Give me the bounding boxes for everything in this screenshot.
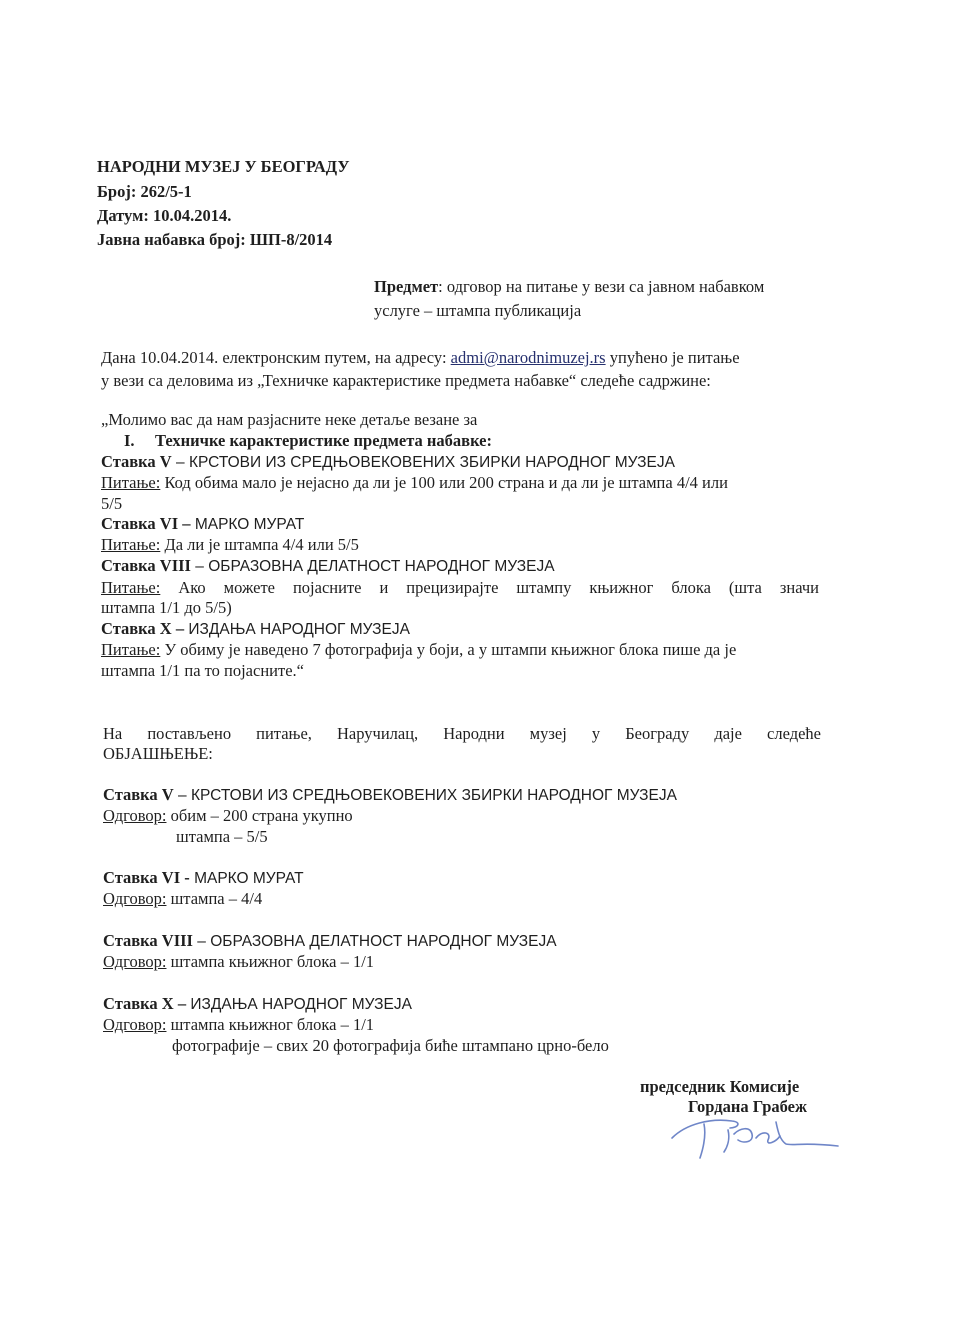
procurement-number: Јавна набавка број: ШП-8/2014	[97, 230, 333, 249]
answer-prefix: Одговор:	[103, 806, 167, 825]
subject-line-2: услуге – штампа публикација	[374, 301, 582, 320]
question-item-2-question	[101, 535, 359, 556]
item-title: МАРКО МУРАТ	[190, 516, 305, 533]
answer-4-heading	[103, 994, 412, 1015]
question-label: Питање:	[101, 640, 161, 659]
answer-label: Ставка VIII	[103, 931, 193, 950]
intro-text-end: упућено је питање	[605, 348, 740, 367]
item-label: Ставка VIII	[101, 556, 191, 575]
question-label: Питање:	[101, 473, 161, 492]
answer-prefix: Одговор:	[103, 1015, 167, 1034]
answer-2-heading	[103, 868, 304, 889]
question-item-4-question	[101, 640, 736, 661]
answer-title: МАРКО МУРАТ	[189, 870, 304, 887]
question-item-1-question	[101, 473, 728, 494]
intro-line-1	[101, 348, 740, 369]
answer-prefix: Одговор:	[103, 889, 167, 908]
list-marker: I.	[124, 431, 135, 450]
question-item-1-heading	[101, 452, 675, 473]
signatory-name: Гордана Грабеж	[688, 1097, 807, 1116]
answer-2-text	[103, 889, 262, 910]
question-item-3-heading	[101, 556, 555, 577]
document-date: Датум: 10.04.2014.	[97, 206, 232, 225]
answer-value: обим – 200 страна укупно	[166, 806, 353, 825]
document-number: Број: 262/5-1	[97, 182, 192, 201]
item-label: Ставка V	[101, 452, 172, 471]
question-text: Да ли је штампа 4/4 или 5/5	[160, 535, 359, 554]
intro-text-start: Дана 10.04.2014. електронским путем, на адресу:	[101, 348, 451, 367]
intro-line-2: у вези са деловима из „Техничке карактеристике предмета набавке“ следеће садржине:	[101, 371, 711, 390]
email-link[interactable]: admi@narodnimuzej.rs	[450, 348, 606, 367]
answer-value: штампа – 4/4	[166, 889, 263, 908]
question-item-4-continuation: штампа 1/1 па то појасните.“	[101, 661, 304, 680]
answer-title: ИЗДАЊА НАРОДНОГ МУЗЕЈА	[186, 996, 412, 1013]
item-label: Ставка VI –	[101, 514, 191, 533]
answer-title: – КРСТОВИ ИЗ СРЕДЊОВЕКОВЕНИХ ЗБИРКИ НАРОДНОГ МУЗЕЈА	[173, 787, 677, 804]
answer-prefix: Одговор:	[103, 952, 167, 971]
question-item-3-continuation: штампа 1/1 до 5/5)	[101, 598, 232, 617]
answer-label: Ставка V	[103, 785, 174, 804]
subject-label: Предмет	[374, 277, 439, 296]
question-item-2-heading	[101, 514, 304, 535]
handwritten-signature	[668, 1112, 848, 1164]
answer-label: Ставка X –	[103, 994, 187, 1013]
answer-4-continuation: фотографије – свих 20 фотографија биће штампано црно-бело	[172, 1036, 609, 1055]
question-item-1-continuation: 5/5	[101, 494, 123, 513]
item-title: – ОБРАЗОВНА ДЕЛАТНОСТ НАРОДНОГ МУЗЕЈА	[190, 558, 555, 575]
question-text: Код обима мало је нејасно да ли је 100 или 200 страна и да ли је штампа 4/4 или	[160, 473, 728, 492]
question-opening: „Молимо вас да нам разјасните неке детаље везане за	[101, 410, 478, 429]
answer-1-continuation: штампа – 5/5	[176, 827, 268, 846]
signatory-role: председник Комисије	[640, 1077, 800, 1096]
question-item-4-heading	[101, 619, 410, 640]
institution-name: НАРОДНИ МУЗЕЈ У БЕОГРАДУ	[97, 157, 350, 176]
question-label: Питање:	[101, 578, 161, 597]
subject-line-1	[374, 277, 764, 298]
response-line-1: На постављено питање, Наручилац, Народни музеј у Београду даје следеће	[103, 724, 821, 743]
response-line-2: ОБЈАШЊЕЊЕ:	[103, 744, 213, 763]
answer-1-text	[103, 806, 353, 827]
answer-value: штампа књижног блока – 1/1	[166, 952, 375, 971]
answer-title: – ОБРАЗОВНА ДЕЛАТНОСТ НАРОДНОГ МУЗЕЈА	[192, 933, 557, 950]
item-label: Ставка X –	[101, 619, 185, 638]
answer-1-heading	[103, 785, 677, 806]
item-title: ИЗДАЊА НАРОДНОГ МУЗЕЈА	[184, 621, 410, 638]
answer-value: штампа књижног блока – 1/1	[166, 1015, 375, 1034]
answer-3-text	[103, 952, 374, 973]
item-title: – КРСТОВИ ИЗ СРЕДЊОВЕКОВЕНИХ ЗБИРКИ НАРОДНОГ МУЗЕЈА	[171, 454, 675, 471]
subject-text: : одговор на питање у вези са јавном набавком	[438, 277, 765, 296]
answer-3-heading	[103, 931, 557, 952]
question-label: Питање:	[101, 535, 161, 554]
question-text: Ако можете појасните и прецизирајте штампу књижног блока (шта значи	[160, 578, 819, 597]
answer-label: Ставка VI -	[103, 868, 190, 887]
answer-4-text	[103, 1015, 374, 1036]
question-text: У обиму је наведено 7 фотографија у боји, а у штампи књижног блока пише да је	[160, 640, 737, 659]
list-title: Техничке карактеристике предмета набавке:	[155, 431, 492, 450]
